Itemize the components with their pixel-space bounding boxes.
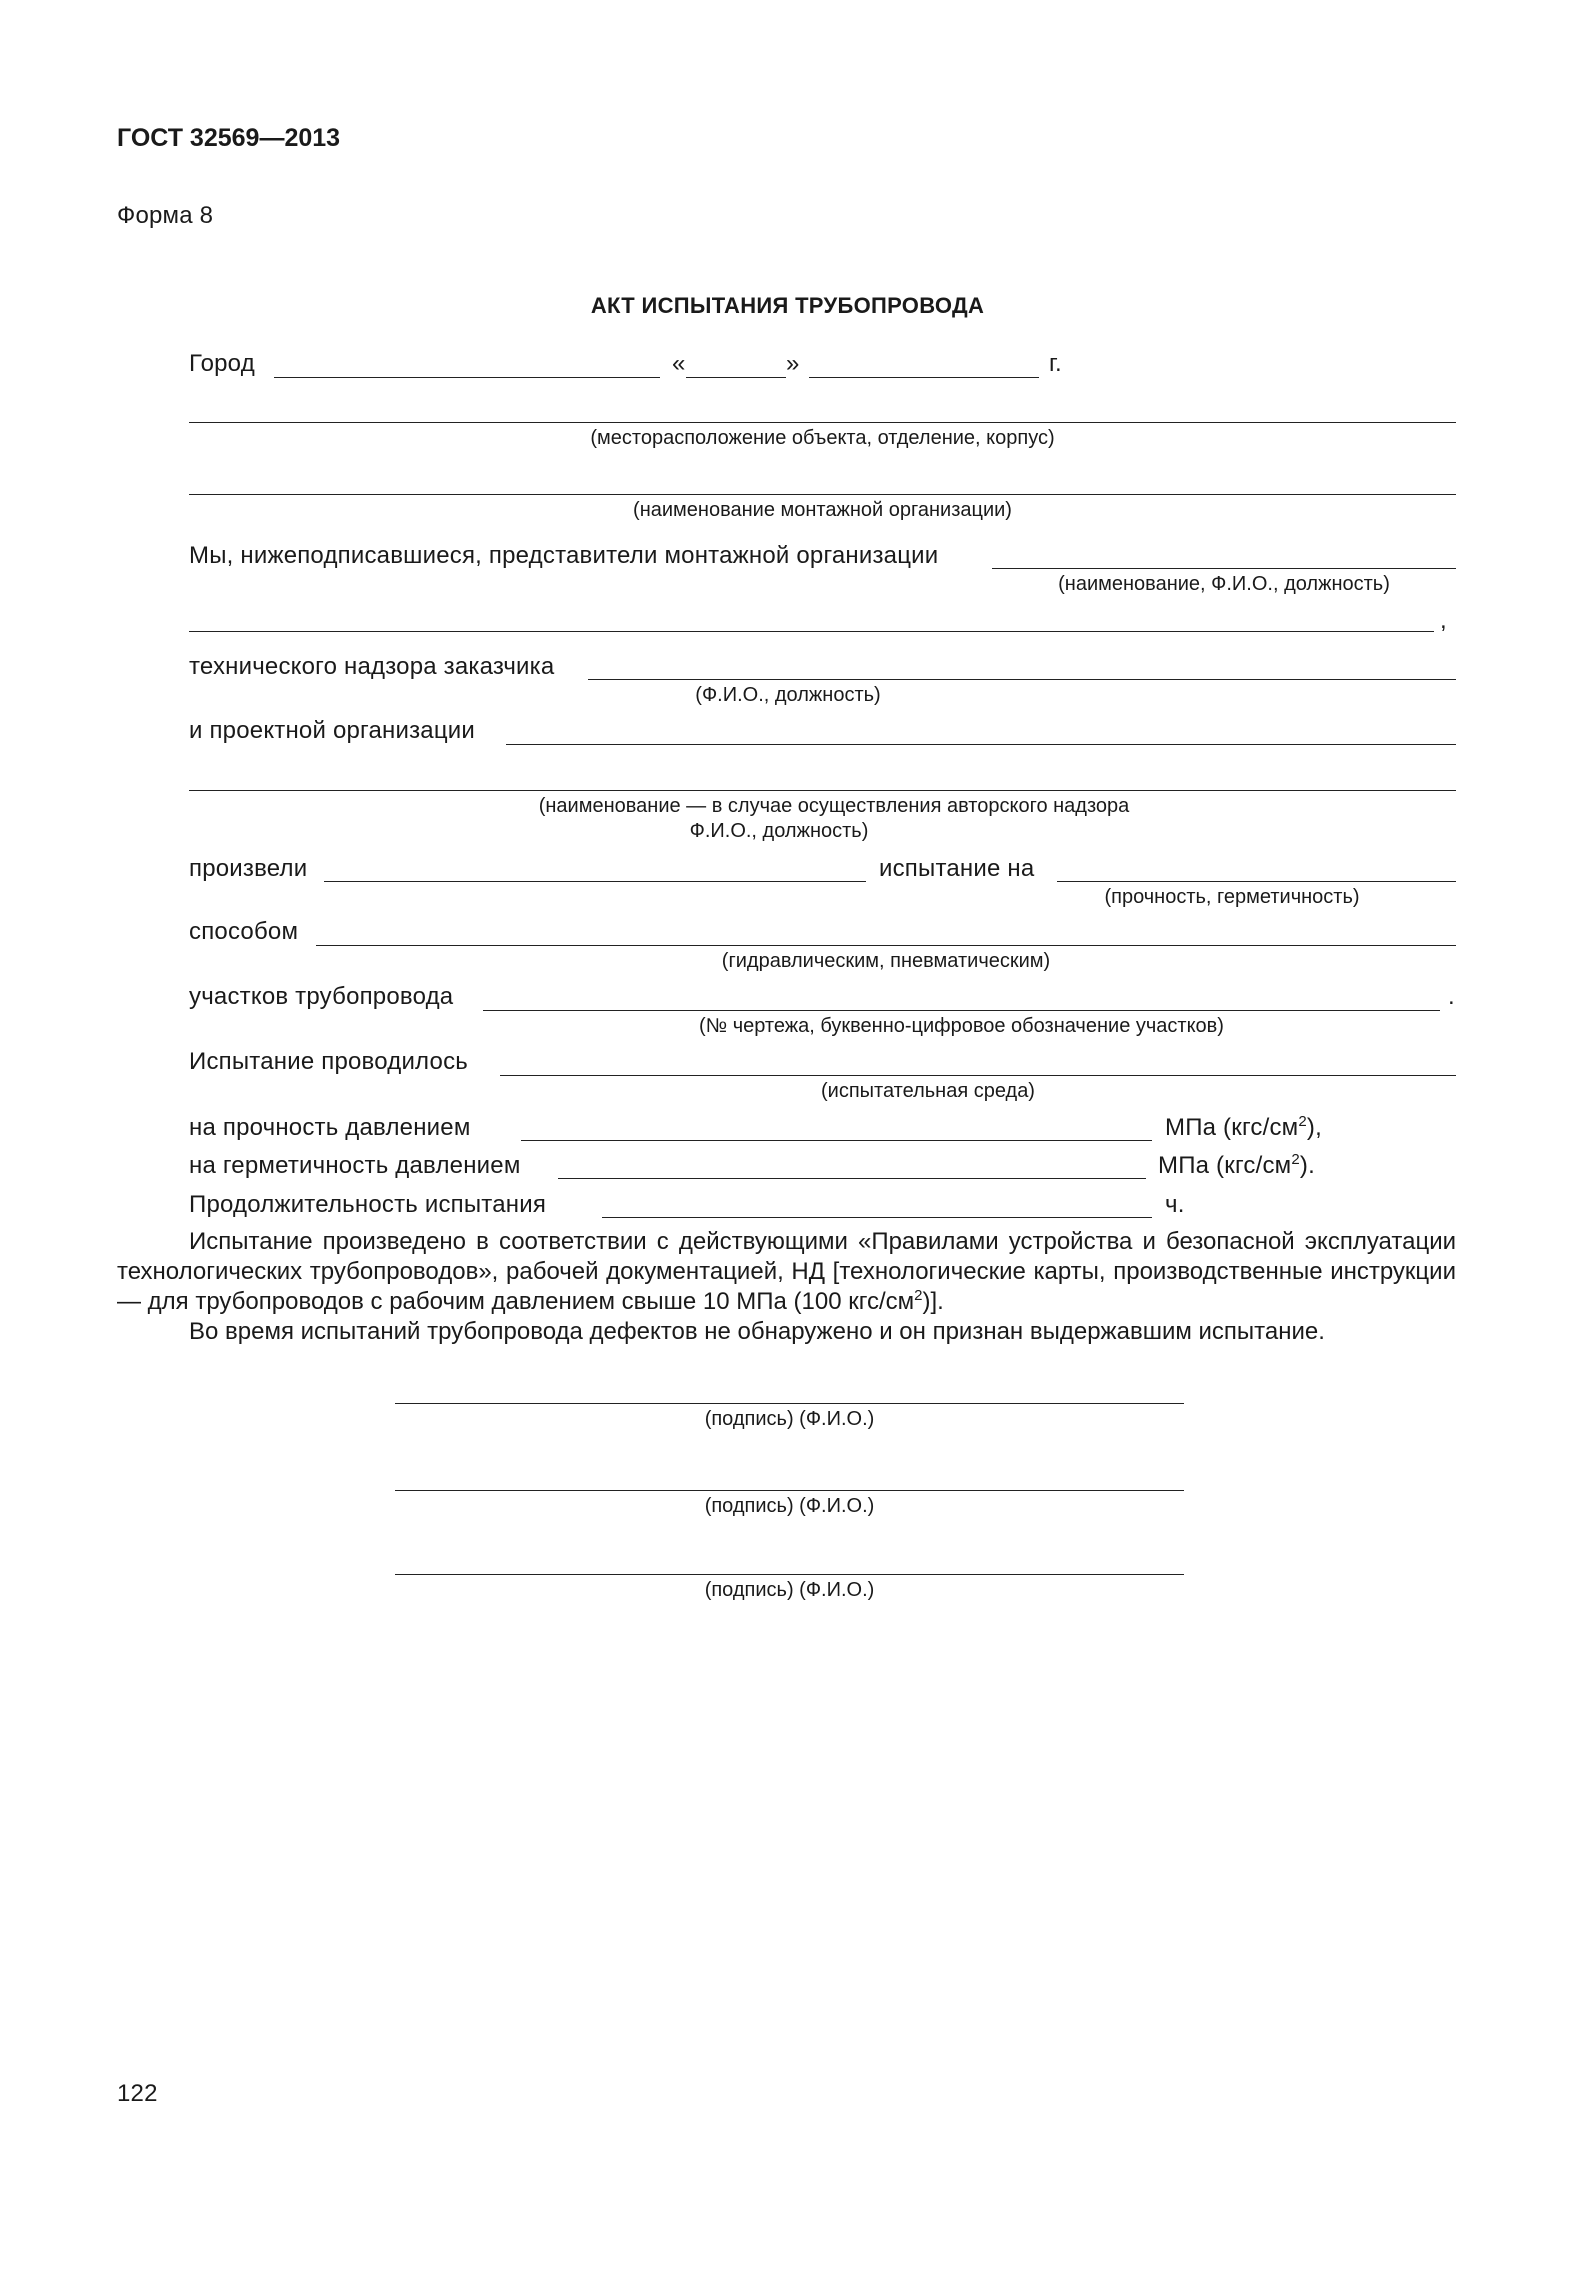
day-field[interactable] bbox=[686, 377, 786, 378]
method-label: способом bbox=[189, 918, 299, 945]
duration-unit: ч. bbox=[1165, 1191, 1185, 1218]
test-type-field[interactable] bbox=[1057, 881, 1456, 882]
signature-line-1[interactable] bbox=[395, 1403, 1184, 1404]
strength-pressure-field[interactable] bbox=[521, 1140, 1152, 1141]
supervision-field[interactable] bbox=[588, 679, 1456, 680]
installer-rep-caption: (наименование, Ф.И.О., должность) bbox=[1058, 573, 1390, 595]
location-caption: (месторасположение объекта, отделение, корпус) bbox=[590, 427, 1055, 449]
conclusion-paragraph: Во время испытаний трубопровода дефектов не обнаружено и он признан выдержавшим испытание. bbox=[189, 1318, 1325, 1345]
design-org-caption-1: (наименование — в случае осуществления авторского надзора bbox=[538, 795, 1130, 817]
signature-caption-2: (подпись) (Ф.И.О.) bbox=[704, 1495, 875, 1517]
signature-line-3[interactable] bbox=[395, 1574, 1184, 1575]
city-label: Город bbox=[189, 350, 255, 377]
installer-rep-field-2[interactable] bbox=[189, 631, 1434, 632]
design-org-label: и проектной организации bbox=[189, 717, 475, 744]
comma: , bbox=[1440, 607, 1447, 634]
document-standard-code: ГОСТ 32569—2013 bbox=[117, 124, 341, 152]
sections-field[interactable] bbox=[483, 1010, 1440, 1011]
city-field[interactable] bbox=[274, 377, 660, 378]
tightness-pressure-label: на герметичность давлением bbox=[189, 1152, 521, 1179]
signature-caption-3: (подпись) (Ф.И.О.) bbox=[704, 1579, 875, 1601]
quote-close: » bbox=[786, 350, 800, 377]
tightness-pressure-field[interactable] bbox=[558, 1178, 1146, 1179]
method-field[interactable] bbox=[316, 945, 1456, 946]
performed-label: произвели bbox=[189, 855, 308, 882]
location-field[interactable] bbox=[189, 422, 1456, 423]
test-type-caption: (прочность, герметичность) bbox=[1104, 886, 1360, 908]
design-org-field[interactable] bbox=[506, 744, 1456, 745]
sections-label: участков трубопровода bbox=[189, 983, 454, 1010]
year-suffix: г. bbox=[1049, 350, 1062, 377]
page-number: 122 bbox=[117, 2080, 158, 2107]
medium-field[interactable] bbox=[500, 1075, 1456, 1076]
signature-caption-1: (подпись) (Ф.И.О.) bbox=[704, 1408, 875, 1430]
document-title: АКТ ИСПЫТАНИЯ ТРУБОПРОВОДА bbox=[590, 293, 985, 318]
strength-pressure-label: на прочность давлением bbox=[189, 1114, 471, 1141]
design-org-caption-2: Ф.И.О., должность) bbox=[689, 820, 869, 842]
duration-field[interactable] bbox=[602, 1217, 1152, 1218]
medium-caption: (испытательная среда) bbox=[821, 1080, 1035, 1102]
supervision-caption: (Ф.И.О., должность) bbox=[695, 684, 881, 706]
sections-period: . bbox=[1448, 983, 1455, 1010]
design-org-field-2[interactable] bbox=[189, 790, 1456, 791]
form-label: Форма 8 bbox=[117, 202, 214, 229]
signature-line-2[interactable] bbox=[395, 1490, 1184, 1491]
performed-field[interactable] bbox=[324, 881, 866, 882]
duration-label: Продолжительность испытания bbox=[189, 1191, 547, 1218]
installer-org-caption: (наименование монтажной организации) bbox=[633, 499, 1012, 521]
tightness-pressure-unit: МПа $(кгс/см^2)$. bbox=[1158, 1151, 1315, 1179]
month-field[interactable] bbox=[809, 377, 1039, 378]
quote-open: « bbox=[672, 350, 686, 377]
regulations-paragraph: Испытание произведено в соответствии с действующими «Правилами устройства и безопасной эксплуатации технологических трубопроводов», рабочей документацией, НД [технологические карты, производственные инструкции — для трубопроводов с рабочим давлением свыше 10 МПа (100 кгс/$см^2$)]. bbox=[117, 1228, 1456, 1315]
test-on-label: испытание на bbox=[879, 855, 1035, 882]
sections-caption: (№ чертежа, буквенно-цифровое обозначение участков) bbox=[699, 1015, 1224, 1037]
installer-rep-field[interactable] bbox=[992, 568, 1456, 569]
undersigned-label: Мы, нижеподписавшиеся, представители монтажной организации bbox=[189, 542, 939, 569]
conducted-label: Испытание проводилось bbox=[189, 1048, 468, 1075]
installer-org-field[interactable] bbox=[189, 494, 1456, 495]
strength-pressure-unit: МПа $(кгс/см^2)$, bbox=[1165, 1113, 1322, 1141]
supervision-label: технического надзора заказчика bbox=[189, 653, 555, 680]
method-caption: (гидравлическим, пневматическим) bbox=[721, 950, 1051, 972]
